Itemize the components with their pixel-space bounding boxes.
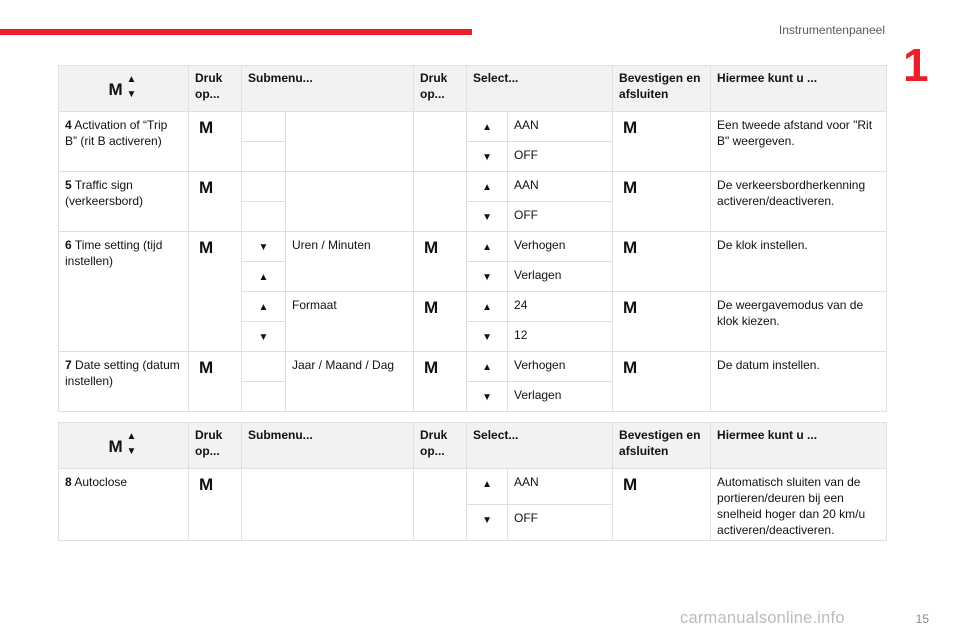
- table-row: [59, 469, 887, 505]
- submenu-label: Uren / Minuten: [286, 232, 414, 292]
- column-header-submenu: Submenu...: [242, 66, 414, 112]
- row-label-autoclose: 8 Autoclose: [59, 469, 189, 541]
- up-arrow-icon: ▲: [258, 302, 269, 313]
- header-menu-icon-cell: [59, 423, 189, 469]
- table-header-row: [59, 66, 887, 112]
- option-value: AAN: [508, 469, 613, 505]
- submenu-label: Formaat: [286, 292, 414, 352]
- watermark: carmanualsonline.info: [680, 609, 845, 627]
- menu-button-icon: M: [623, 118, 638, 137]
- table-row: [59, 112, 887, 142]
- option-value: OFF: [508, 142, 613, 172]
- down-arrow-icon: ▼: [482, 212, 492, 223]
- menu-button-icon: M: [623, 238, 638, 257]
- option-value: Verlagen: [508, 382, 613, 412]
- up-arrow-icon: ▲: [482, 122, 492, 133]
- column-header-select: Select...: [467, 423, 613, 469]
- up-arrow-icon: ▲: [482, 479, 492, 490]
- column-header-purpose: Hiermee kunt u ...: [711, 423, 887, 469]
- chapter-number: 1: [903, 39, 929, 91]
- column-header-confirm: Bevestigen en afsluiten: [613, 423, 711, 469]
- table-row: [59, 172, 887, 202]
- header-accent-bar: [0, 29, 472, 35]
- up-arrow-icon: ▲: [482, 242, 492, 253]
- up-arrow-icon: ▲: [258, 272, 269, 283]
- row-label-traffic-sign: 5 Traffic sign (verkeersbord): [59, 172, 189, 232]
- option-value: AAN: [508, 112, 613, 142]
- option-value: AAN: [508, 172, 613, 202]
- menu-button-icon: M: [424, 238, 439, 257]
- column-header-purpose: Hiermee kunt u ...: [711, 66, 887, 112]
- row-label-time-setting: 6 Time setting (tijd instellen): [59, 232, 189, 352]
- column-header-press-2: Druk op...: [414, 66, 467, 112]
- option-value: OFF: [508, 202, 613, 232]
- down-arrow-icon: ▼: [482, 515, 492, 526]
- page-number: 15: [915, 612, 929, 626]
- description: Een tweede afstand voor "Rit B" weergeven.: [711, 112, 887, 172]
- submenu-label: Jaar / Maand / Dag: [286, 352, 414, 412]
- menu-button-icon: M: [199, 238, 214, 257]
- option-value: 24: [508, 292, 613, 322]
- down-arrow-icon: ▼: [482, 332, 492, 343]
- menu-button-icon: M: [623, 178, 638, 197]
- menu-up-down-icon: M ▲ ▼: [108, 73, 137, 100]
- down-arrow-icon: ▼: [482, 152, 492, 163]
- down-arrow-icon: ▼: [482, 272, 492, 283]
- section-title: Instrumentenpaneel: [778, 23, 885, 37]
- description: Automatisch sluiten van de portieren/deuren bij een snelheid hoger dan 20 km/u activeren/deactiveren.: [711, 469, 887, 541]
- menu-button-icon: M: [424, 298, 439, 317]
- table-row: [59, 232, 887, 262]
- description: De weergavemodus van de klok kiezen.: [711, 292, 887, 352]
- column-header-press: Druk op...: [189, 66, 242, 112]
- option-value: OFF: [508, 505, 613, 541]
- down-arrow-icon: ▼: [258, 332, 269, 343]
- down-arrow-icon: ▼: [258, 242, 269, 253]
- up-arrow-icon: ▲: [482, 302, 492, 313]
- row-label-trip-b: 4 Activation of “Trip B” (rit B activeren): [59, 112, 189, 172]
- option-value: 12: [508, 322, 613, 352]
- header-menu-icon-cell: [59, 66, 189, 112]
- menu-button-icon: M: [623, 358, 638, 377]
- up-arrow-icon: ▲: [482, 362, 492, 373]
- option-value: Verlagen: [508, 262, 613, 292]
- menu-button-icon: M: [623, 475, 638, 494]
- column-header-press-2: Druk op...: [414, 423, 467, 469]
- option-value: Verhogen: [508, 352, 613, 382]
- up-arrow-icon: ▲: [482, 182, 492, 193]
- option-value: Verhogen: [508, 232, 613, 262]
- description: De verkeersbordherkenning activeren/deactiveren.: [711, 172, 887, 232]
- menu-button-icon: M: [623, 298, 638, 317]
- column-header-confirm: Bevestigen en afsluiten: [613, 66, 711, 112]
- description: De datum instellen.: [711, 352, 887, 412]
- row-label-date-setting: 7 Date setting (datum instellen): [59, 352, 189, 412]
- menu-button-icon: M: [199, 118, 214, 137]
- down-arrow-icon: ▼: [482, 392, 492, 403]
- menu-button-icon: M: [199, 358, 214, 377]
- settings-table-2: [58, 422, 887, 541]
- menu-button-icon: M: [424, 358, 439, 377]
- menu-up-down-icon: M ▲ ▼: [108, 430, 137, 457]
- table-header-row: [59, 423, 887, 469]
- column-header-select: Select...: [467, 66, 613, 112]
- menu-button-icon: M: [199, 475, 214, 494]
- settings-table-1: [58, 65, 887, 412]
- table-row: [59, 352, 887, 382]
- menu-button-icon: M: [199, 178, 214, 197]
- description: De klok instellen.: [711, 232, 887, 292]
- column-header-press: Druk op...: [189, 423, 242, 469]
- column-header-submenu: Submenu...: [242, 423, 414, 469]
